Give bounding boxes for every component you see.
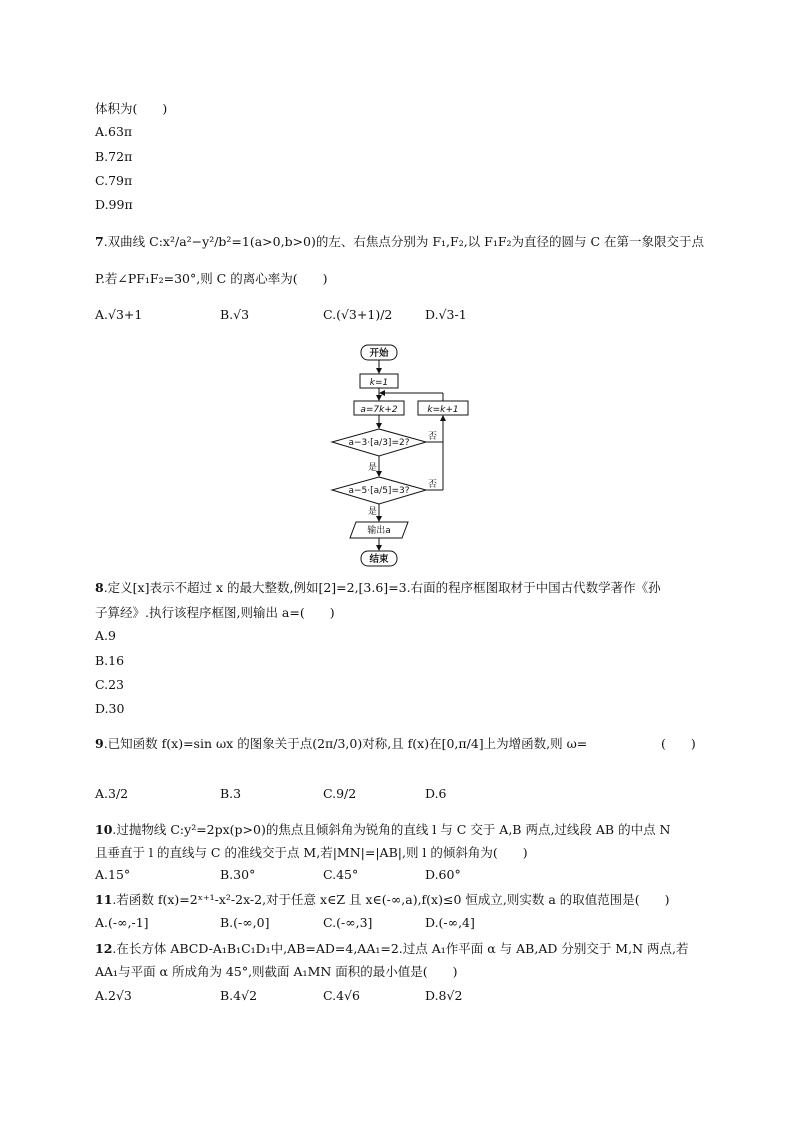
- q12-stem-line2: AA₁与平面 α 所成角为 45°,则截面 A₁MN 面积的最小值是( ): [95, 964, 458, 979]
- flowchart-assign-label: a=7k+2: [360, 405, 398, 415]
- q12-option-c: C.4√6: [323, 988, 360, 1003]
- q8-stem-line1: [95, 580, 661, 596]
- flowchart-no-label-1: 否: [428, 432, 438, 442]
- flowchart-output-label: 输出a: [367, 526, 391, 536]
- q8-option-c: C.23: [95, 677, 124, 692]
- flowchart-end-label: 结束: [369, 554, 389, 565]
- q7-option-b: B.√3: [220, 307, 250, 322]
- q11-option-c: C.(-∞,3]: [323, 915, 373, 930]
- flowchart-init-label: k=1: [369, 378, 389, 388]
- q12-option-a: A.2√3: [95, 988, 132, 1003]
- q11-text-1: .若函数 f(x)=2ˣ⁺¹-x²-2x-2,对于任意 x∈Z 且 x∈(-∞,a),f(x)≤0 恒成立,则实数 a 的取值范围是( ): [112, 892, 670, 907]
- q11-stem-line1: [95, 892, 670, 908]
- q11-option-d: D.(-∞,4]: [425, 915, 475, 930]
- q8-option-b: B.16: [95, 653, 125, 668]
- q6-option-d: D.99π: [95, 197, 133, 212]
- q10-option-b: B.30°: [220, 867, 256, 882]
- q10-option-d: D.60°: [425, 867, 461, 882]
- q8-stem-line2: 子算经》.执行该程序框图,则输出 a=( ): [95, 605, 335, 620]
- q9-option-d: D.6: [425, 786, 447, 801]
- q6-stem-continuation: 体积为( ): [95, 101, 168, 116]
- q11-number: 11: [95, 892, 113, 907]
- q10-number: 10: [95, 822, 113, 837]
- q8-number: 8: [95, 580, 104, 595]
- q10-text-1: .过抛物线 C:y²=2px(p>0)的焦点且倾斜角为锐角的直线 l 与 C 交于 A,B 两点,过线段 AB 的中点 N: [112, 822, 671, 837]
- q11-option-b: B.(-∞,0]: [220, 915, 270, 930]
- q8-text-1: .定义[x]表示不超过 x 的最大整数,例如[2]=2,[3.6]=3.右面的程序框图取材于中国古代数学著作《孙: [103, 580, 661, 595]
- q12-option-b: B.4√2: [220, 988, 258, 1003]
- q12-text-1: .在长方体 ABCD-A₁B₁C₁D₁中,AB=AD=4,AA₁=2.过点 A₁作平面 α 与 AB,AD 分别交于 M,N 两点,若: [112, 941, 689, 956]
- q9-answer-paren: ( ): [661, 736, 696, 751]
- flowchart-condition-2-label: a−5·[a/5]=3?: [348, 486, 410, 496]
- q9-text-1: .已知函数 f(x)=sin ωx 的图象关于点(2π/3,0)对称,且 f(x)在[0,π/4]上为增函数,则 ω=: [103, 736, 588, 751]
- flowchart-yes-label-2: 是: [368, 507, 378, 517]
- q7-number: 7: [95, 234, 104, 249]
- q7-stem-line2: P.若∠PF₁F₂=30°,则 C 的离心率为( ): [95, 271, 328, 286]
- q9-stem-line1: [95, 736, 587, 752]
- q9-option-c: C.9/2: [323, 786, 357, 801]
- q7-option-c: C.(√3+1)/2: [323, 307, 393, 322]
- q9-number: 9: [95, 736, 104, 751]
- flowchart-condition-1-label: a−3·[a/3]=2?: [348, 438, 410, 448]
- q12-stem-line1: [95, 941, 688, 957]
- q7-option-a: A.√3+1: [95, 307, 143, 322]
- q12-option-d: D.8√2: [425, 988, 463, 1003]
- q9-option-a: A.3/2: [95, 786, 129, 801]
- q8-option-a: A.9: [95, 628, 116, 643]
- q6-option-b: B.72π: [95, 149, 133, 164]
- q7-text-1: .双曲线 C:x²/a²−y²/b²=1(a>0,b>0)的左、右焦点分别为 F₁,F₂,以 F₁F₂为直径的圆与 C 在第一象限交于点: [103, 234, 705, 249]
- q10-stem-line2: 且垂直于 l 的直线与 C 的准线交于点 M,若|MN|=|AB|,则 l 的倾斜角为( ): [95, 845, 528, 860]
- q10-option-a: A.15°: [95, 867, 131, 882]
- flowchart-yes-label-1: 是: [368, 463, 378, 473]
- q8-option-d: D.30: [95, 701, 125, 716]
- q7-option-d: D.√3-1: [425, 307, 467, 322]
- q6-option-a: A.63π: [95, 124, 133, 139]
- flowchart-increment-label: k=k+1: [427, 405, 459, 415]
- q12-number: 12: [95, 941, 113, 956]
- q11-option-a: A.(-∞,-1]: [95, 915, 149, 930]
- flowchart-no-label-2: 否: [428, 480, 438, 490]
- q10-stem-line1: [95, 822, 671, 838]
- q9-option-b: B.3: [220, 786, 242, 801]
- flowchart-start-label: 开始: [369, 348, 389, 359]
- q10-option-c: C.45°: [323, 867, 359, 882]
- q6-option-c: C.79π: [95, 173, 133, 188]
